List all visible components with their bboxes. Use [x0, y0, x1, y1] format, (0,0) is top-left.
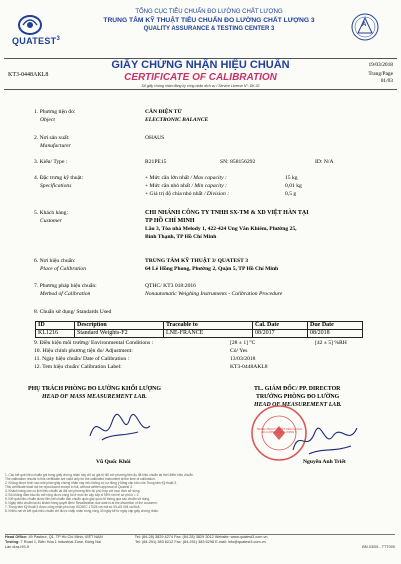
lab-label: Testing: [5, 540, 20, 544]
field-label-en: Object [40, 117, 55, 123]
certificate-number-left: KT3-0448AKL8 [8, 72, 49, 78]
field-label-en: Specifications [40, 183, 72, 189]
title-en: CERTIFICATE OF CALIBRATION [124, 72, 277, 83]
footnote: 5. Kết quả hiệu chuẩn được liên kết chuẩn đến chuẩn quốc gia/ quốc tế thông qua các chuẩn sử dụng. [5, 497, 150, 501]
right-signer-title-2: TRƯỞNG PHÒNG ĐO LƯỜNG [256, 394, 340, 400]
spec-label-en: / Min capacity : [191, 183, 228, 189]
table-header-cell: Cal. Date [253, 322, 308, 330]
spec-value: 15 kg [285, 175, 298, 181]
spec-label-en: / Max capacity : [190, 175, 227, 181]
condition-label: 10. Hiệu chỉnh phương tiện đo/ Adjustment: [34, 348, 133, 354]
serial-value: SN: 858156292 [220, 159, 256, 165]
field-label: 6. Nơi hiệu chuẩn: [34, 258, 76, 264]
head-office-fax: Fax: (84-28) 3829 3012 [174, 535, 214, 539]
gov-line: TỔNG CỤC TIÊU CHUẨN ĐO LƯỜNG CHẤT LƯỢNG [135, 9, 283, 15]
condition-value-2: [42 ± 5] %RH [315, 340, 347, 346]
website[interactable]: Website: www.quatest3.com.vn [214, 535, 268, 539]
field-value-en: ELECTRONIC BALANCE [145, 117, 209, 123]
left-signature-icon [80, 406, 160, 450]
lab-fax: Fax: (84-251) 383 6298 [174, 540, 214, 544]
page-label: Trang/Page [368, 71, 393, 77]
head-office-label: Head Office: [5, 535, 28, 539]
footnote: This certificate shall not be reproduced except in full, without written approval of Quatest 3. [5, 485, 133, 489]
customer-address-2: Bình Thạnh, TP Hồ Chí Minh [145, 234, 217, 240]
title-subtitle: Số giấy chứng nhận đăng ký công nhận dịch vụ / Service License N°: DK 02 [141, 84, 260, 88]
field-value: OHAUS [145, 135, 165, 141]
field-label: 8. Chuẩn sử dụng/ Standards Used [34, 309, 112, 315]
footnote: 6. Ngày hiệu chuẩn lại do khách hàng quyết định/ Recalibration due date is at the discretion of the customer. [5, 501, 158, 505]
accreditation-seal-icon [350, 12, 380, 46]
spec-label: + Mức cân nhỏ nhất [145, 183, 191, 189]
condition-label: 9. Điều kiện môi trường/ Environmental Conditions : [34, 340, 154, 346]
page-value: 01/03 [380, 78, 393, 84]
table-header-cell: Due Date [308, 322, 363, 330]
email[interactable]: E-mail: info@quatest3.com.vn [215, 540, 266, 544]
spec-label: + Giá trị độ chia nhỏ nhất [145, 191, 203, 197]
head-office-address: 49 Pasteur, Q1, TP Hồ Chí Minh, VIỆT NAM [28, 535, 103, 539]
table-row [36, 330, 363, 338]
head-office-tel: Tel: (84-28) 3829 4274 [134, 535, 174, 539]
quatest-logo [10, 10, 80, 56]
footnote: 7. Trung tâm Kỹ thuật 3 được công nhận phù hợp ISO/IEC 17025 với mã số VILAS 004 và BoA. [5, 505, 141, 509]
condition-label: 11. Ngày hiệu chuẩn/ Date of Calibration : [34, 356, 130, 362]
field-label: 1. Phương tiện đo: [34, 109, 76, 115]
footnote: 2. Không được trích sao một phần giấy chứng nhận này nếu không có sự đồng ý bằng văn bản của Trung tâm Kỹ thuật 3. [5, 481, 177, 485]
spec-value: 0,01 kg [285, 183, 302, 189]
id-value: ID: N/A [315, 159, 334, 165]
footnote: The calibration results in this certificate are valid only for the calibrated instrument at the time of calibration. [5, 477, 156, 481]
table-cell: LNE-FRANCE [164, 330, 253, 338]
customer-name: CHI NHÁNH CÔNG TY TNHH SX-TM & XD VIỆT HÀN TẠI [145, 210, 309, 216]
condition-value: 13/03/2018 [230, 356, 256, 362]
condition-label: 12. Tem hiệu chuẩn/ Calibration Label: [34, 364, 122, 370]
spec-label: + Mức cân lớn nhất [145, 175, 189, 181]
right-signer-name: Nguyễn Anh Triết [303, 459, 346, 465]
table-cell: Standard Weights-F2 [75, 330, 164, 338]
field-label: 4. Đặc trưng kỹ thuật: [34, 175, 84, 181]
field-label: 3. Kiểu/ Type : [34, 159, 68, 165]
footnote: 4. Độ không đảm bảo đo mở rộng được công bố ở mức tin cậy xấp xỉ 95% với hệ số phủ k = 2. [5, 493, 140, 497]
table-cell: 08/2017 [253, 330, 308, 338]
seal-letter: A [362, 22, 367, 28]
right-signer-title-en: HEAD OF MEASUREMENT LAB. [254, 402, 342, 408]
standards-table [35, 321, 363, 338]
table-header-cell: ID [36, 322, 75, 330]
right-signature-icon [285, 418, 365, 462]
table-cell: 08/2018 [308, 330, 363, 338]
customer-address: Lầu 3, Tòa nhà Melody 1, 422-424 Ung Văn Khiêm, Phường 25, [145, 226, 297, 232]
left-signer-title-en: HEAD OF MASS MEASUREMENT LAB. [42, 394, 147, 400]
customer-name-2: TP HỒ CHÍ MINH [145, 218, 195, 224]
table-header-cell: Traceable to [164, 322, 253, 330]
table-header-cell: Description [75, 322, 164, 330]
lab-address: 7 Road 1, Biên Hòa 1 Industrial Zone, Đồng Nai [20, 540, 101, 544]
quatest-logo-icon [10, 10, 80, 56]
place-address: 64 Lê Hồng Phong, Phường 2, Quận 5, TP Hồ Chí Minh [145, 266, 279, 272]
field-label: 2. Nơi sản xuất: [34, 135, 70, 141]
certificate-date: 19/03/2018 [368, 62, 393, 68]
lab-tel: Tel: (84-251) 383 6212 [135, 540, 174, 544]
accreditation-seal [350, 12, 380, 46]
field-label-en: Customer [40, 218, 62, 224]
right-signer-title: TL. GIÁM ĐỐC/ PP. DIRECTOR [254, 386, 341, 392]
logo-text: QUATEST [12, 36, 57, 46]
field-value: CÂN ĐIỆN TỬ [145, 109, 182, 115]
spec-label-en: / Division : [203, 191, 230, 197]
left-signer-name: Vũ Quốc Khôi [96, 459, 131, 465]
form-code-right: BM.03/05 - TTT000 [362, 545, 395, 549]
center-line: TRUNG TÂM KỸ THUẬT TIÊU CHUẨN ĐO LƯỜNG CHẤT LƯỢNG 3 [103, 17, 315, 24]
place-name: TRUNG TÂM KỸ THUẬT 3/ QUATEST 3 [145, 258, 248, 264]
field-label: 5. Khách hàng: [34, 210, 69, 216]
footnote: 8. Khiếu nại về kết quả hiệu chuẩn chỉ được chấp nhận trong vòng 30 ngày kể từ ngày cấp giấy chứng nhận. [5, 509, 159, 513]
left-signer-title: PHỤ TRÁCH PHÒNG ĐO LƯỜNG KHỐI LƯỢNG [28, 386, 161, 392]
method-code: QTHC/ KT3 018:2016 [145, 283, 196, 289]
spec-value: 0,5 g [285, 191, 297, 197]
model-value: R21PE15 [145, 159, 167, 165]
footnotes [5, 473, 395, 513]
condition-value: Có/ Yes [230, 348, 248, 354]
footnote: 1. Các kết quả hiệu chuẩn ghi trong giấy chứng nhận này chỉ có giá trị đối với phương tiện đo đã hiệu chuẩn tại thời điểm hiệu chuẩn. [5, 473, 194, 477]
address-footer [5, 534, 395, 550]
table-header-row [36, 322, 363, 330]
field-label-en: Manufacturer [40, 143, 71, 149]
header-text [84, 8, 334, 33]
field-label-en: Place of Calibration [40, 266, 86, 272]
title-vi: GIẤY CHỨNG NHẬN HIỆU CHUẨN [111, 59, 290, 71]
condition-value: [28 ± 1] °C [230, 340, 256, 346]
logo-number: 3 [56, 36, 61, 42]
field-label-en: Method of Calibration [40, 291, 91, 297]
stamp-text: TRUNG TÂM KỸ THUẬT TIÊU CHUẨN ĐO LƯỜNG CHẤT LƯỢNG 3 [256, 428, 302, 434]
form-code-left: Lần dưa-HS-9 [5, 545, 30, 549]
field-label: 7. Phương pháp hiệu chuẩn: [34, 283, 97, 289]
method-name: Nonautomatic Weighing Instruments - Calibration Procedure [145, 291, 283, 297]
condition-value: KT3-0448AKL8 [230, 364, 268, 370]
center-line-en: QUALITY ASSURANCE & TESTING CENTER 3 [143, 26, 275, 32]
certificate-title [0, 59, 401, 89]
table-cell: KL1216 [36, 330, 75, 338]
footnote: 3. Khách hàng cần có lịch hiệu chuẩn lại đối với phương tiện đo phù hợp với mục đích sử dụng. [5, 489, 141, 493]
